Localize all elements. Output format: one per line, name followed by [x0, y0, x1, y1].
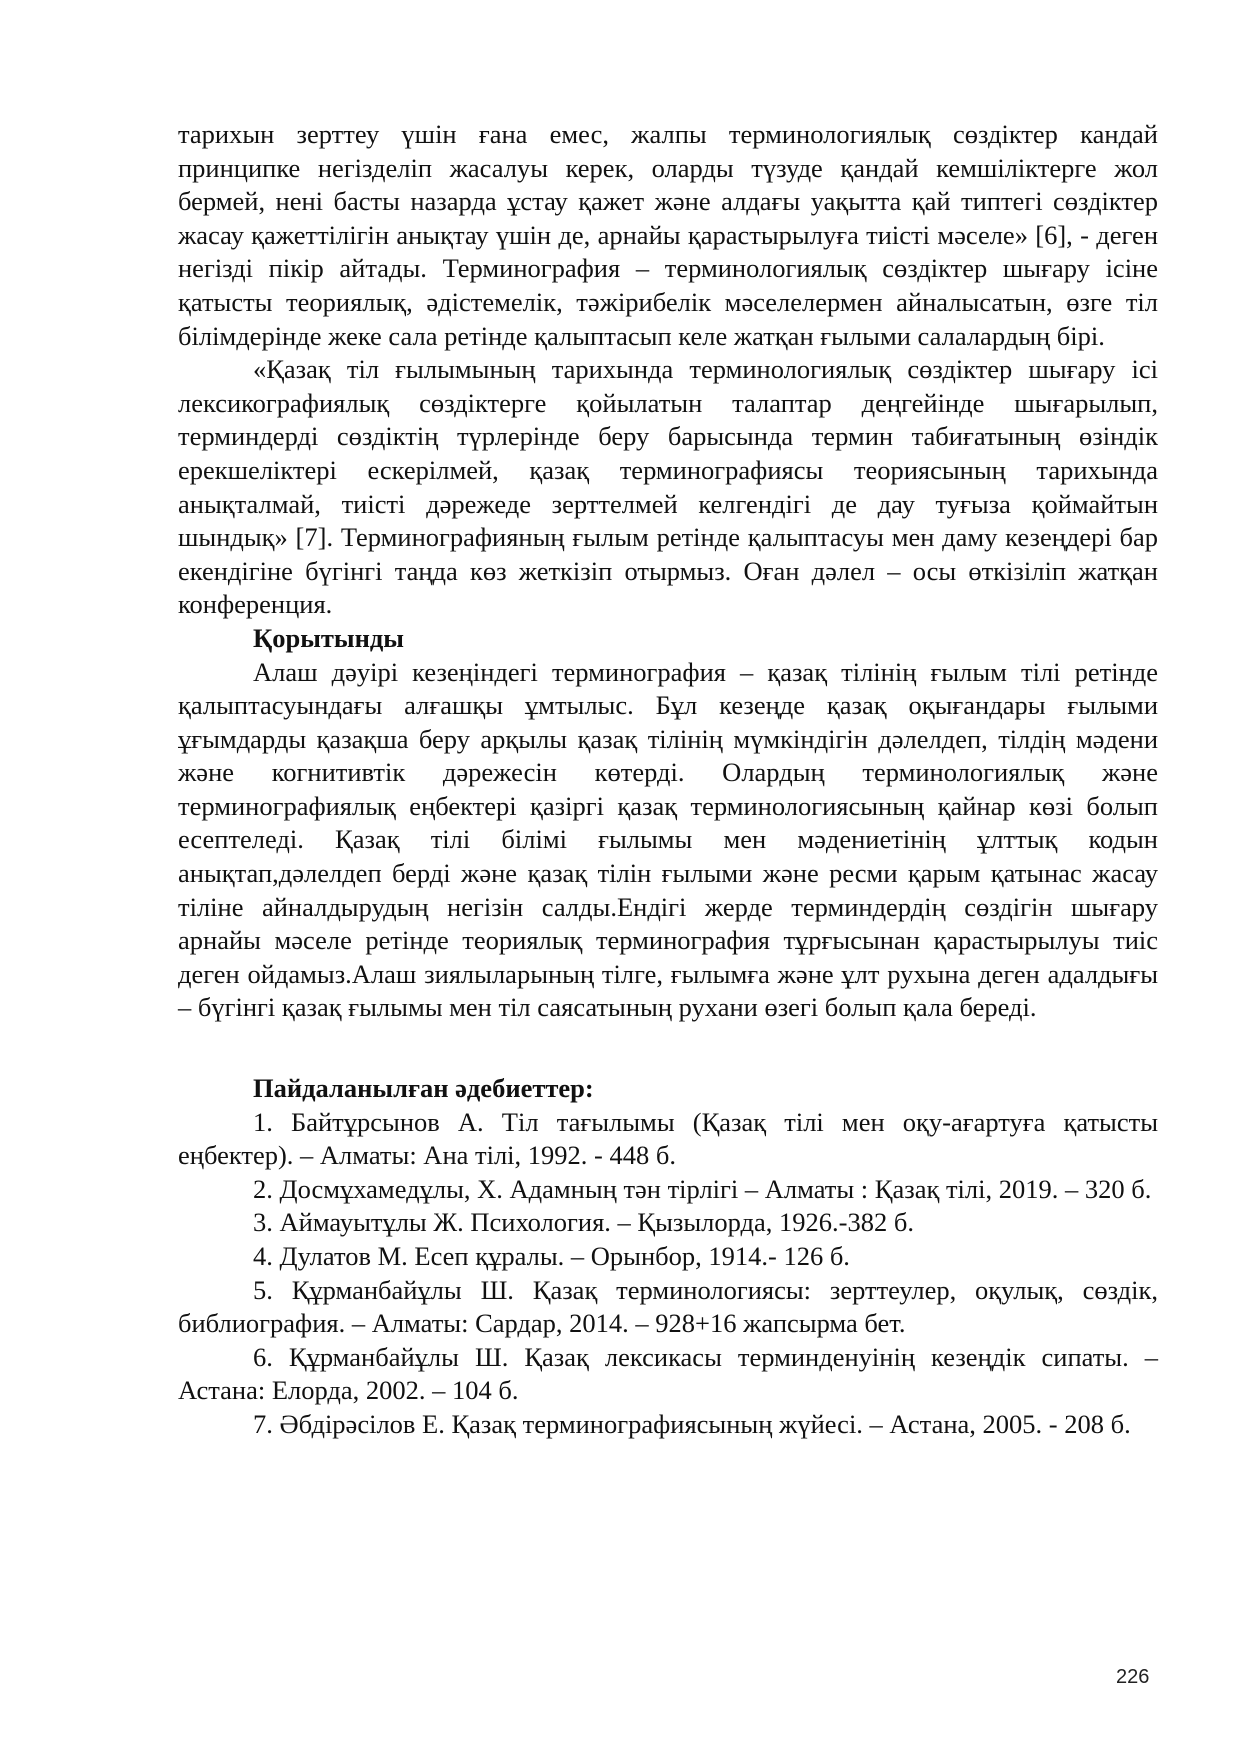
references-list [178, 1106, 1158, 1442]
reference-item: 2. Досмұхамедұлы, Х. Адамның тән тірлігі – Алматы : Қазақ тілі, 2019. – 320 б. [253, 1173, 1152, 1204]
conclusion-heading: Қорытынды [253, 622, 404, 653]
reference-item: 7. Әбдірәсілов Е. Қазақ терминографиясының жүйесі. – Астана, 2005. - 208 б. [253, 1408, 1131, 1439]
document-page [178, 118, 1158, 1442]
references-heading: Пайдаланылған әдебиеттер: [253, 1073, 594, 1104]
body-paragraph: «Қазақ тіл ғылымының тарихында терминологиялық сөздіктер шығару ісі лексикографиялық сөздіктерге қойылатын талаптар деңгейінде шығарылып, терминдерді сөздіктің түрлерінде беру барысында термин табиғатының өзіндік ерекшеліктері ескерілмей, қазақ терминографиясы теориясының тарихында анықталмай, тиісті дәрежеде зерттелмей келгендігі де дау туғыза қоймайтын шындық» [7]. Терминографияның ғылым ретінде қалыптасуы мен даму кезеңдері бар екендігіне бүгінгі таңда көз жеткізіп отырмыз. Оған дәлел – осы өткізіліп жатқан конференция. [178, 354, 1158, 620]
conclusion-paragraph: Алаш дәуірі кезеңіндегі терминография – қазақ тілінің ғылым тілі ретінде қалыптасуындағы алғашқы ұмтылыс. Бұл кезеңде қазақ оқығандары ғылыми ұғымдарды қазақша беру арқылы қазақ тілінің мүмкіндігін дәлелдеп, тілдің мәдени және когнитивтік дәрежесін көтерді. Олардың терминологиялық және терминографиялық еңбектері қазіргі қазақ терминологиясының қайнар көзі болып есептеледі. Қазақ тілі білімі ғылымы мен мәдениетінің ұлттық кодын анықтап,дәлелдеп берді және қазақ тілін ғылыми және ресми қарым қатынас жасау тіліне айналдырудың негізін салды.Ендігі жерде терминдердің сөздігін шығару арнайы мәселе ретінде теориялық терминография тұрғысынан қарастырылуы тиіс деген ойдамыз.Алаш зиялыларының тілге, ғылымға және ұлт рухына деген адалдығы – бүгінгі қазақ ғылымы мен тіл саясатының рухани өзегі болып қала береді. [178, 656, 1158, 1023]
body-paragraph: тарихын зерттеу үшін ғана емес, жалпы терминологиялық сөздіктер кандай принципке негізделіп жасалуы керек, оларды түзуде қандай кемшіліктерге жол бермей, нені басты назарда ұстау қажет және алдағы уақытта қай типтегі сөздіктер жасау қажеттілігін анықтау үшін де, арнайы қарастырылуға тиісті мәселе» [6], - деген негізді пікір айтады. Терминография – терминологиялық сөздіктер шығару ісіне қатысты теориялық, әдістемелік, тәжірибелік мәселелермен айналысатын, өзге тіл білімдерінде жеке сала ретінде қалыптасып келе жатқан ғылыми салалардың бірі. [178, 119, 1158, 351]
reference-item: 1. Байтұрсынов А. Тіл тағылымы (Қазақ тілі мен оқу-ағартуға қатысты еңбектер). – Алматы: Ана тілі, 1992. - 448 б. [178, 1106, 1158, 1171]
reference-item: 3. Аймауытұлы Ж. Психология. – Қызылорда, 1926.-382 б. [253, 1207, 914, 1238]
reference-item: 6. Құрманбайұлы Ш. Қазақ лексикасы терминденуінің кезеңдік сипаты. – Астана: Елорда, 2002. – 104 б. [178, 1341, 1158, 1406]
page-number: 226 [1116, 1666, 1150, 1688]
reference-item: 5. Құрманбайұлы Ш. Қазақ терминологиясы: зерттеулер, оқулық, сөздік, библиография. – Алматы: Сардар, 2014. – 928+16 жапсырма бет. [178, 1274, 1158, 1339]
reference-item: 4. Дулатов М. Есеп құралы. – Орынбор, 1914.- 126 б. [253, 1241, 850, 1271]
